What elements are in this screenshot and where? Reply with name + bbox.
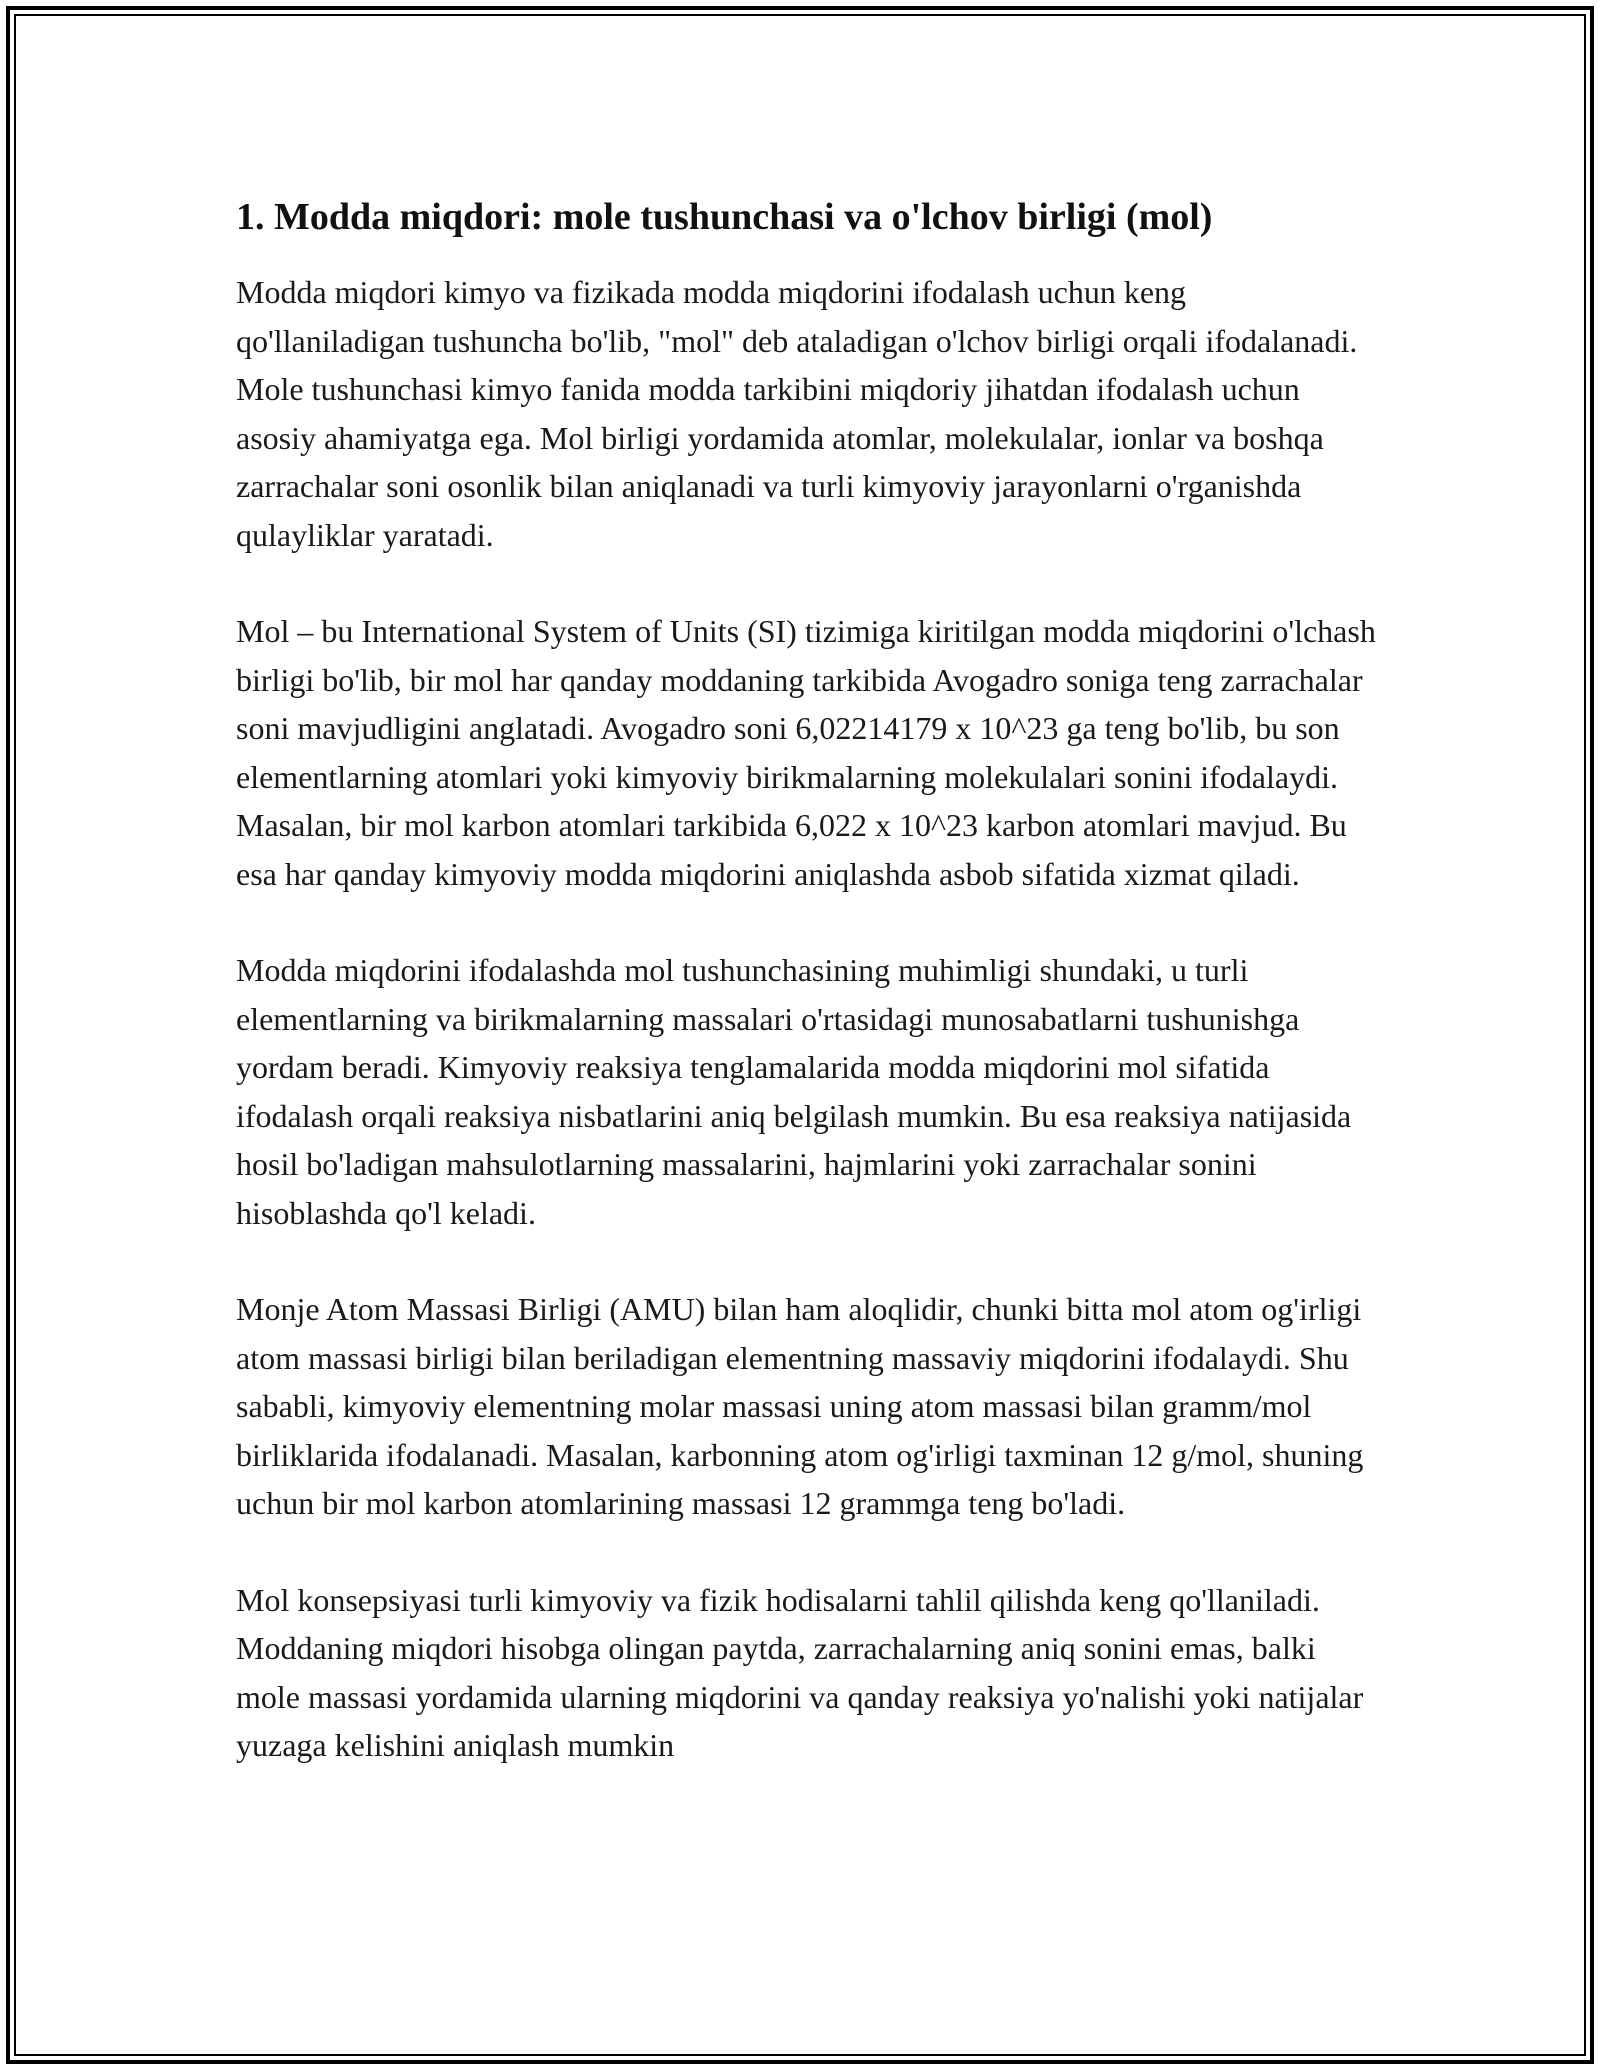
document-body bbox=[236, 188, 1376, 1818]
paragraph-4: Monje Atom Massasi Birligi (AMU) bilan ham aloqlidir, chunki bitta mol atom og'irligi atom massasi birligi bilan beriladigan elementning massaviy miqdorini ifodalaydi. Shu sababli, kimyoviy elementning molar massasi uning atom massasi bilan gramm/mol birliklarida ifodalanadi. Masalan, karbonning atom og'irligi taxminan 12 g/mol, shuning uchun bir mol karbon atomlarining massasi 12 grammga teng bo'ladi. bbox=[236, 1291, 1364, 1521]
paragraph-1: Modda miqdori kimyo va fizikada modda miqdorini ifodalash uchun keng qo'llaniladigan tushuncha bo'lib, "mol" deb ataladigan o'lchov birligi orqali ifodalanadi. Mole tushunchasi kimyo fanida modda tarkibini miqdoriy jihatdan ifodalash uchun asosiy ahamiyatga ega. Mol birligi yordamida atomlar, molekulalar, ionlar va boshqa zarrachalar soni osonlik bilan aniqlanadi va turli kimyoviy jarayonlarni o'rganishda qulayliklar yaratadi. bbox=[236, 274, 1358, 553]
paragraph-3: Modda miqdorini ifodalashda mol tushunchasining muhimligi shundaki, u turli elementlarning va birikmalarning massalari o'rtasidagi munosabatlarni tushunishga yordam beradi. Kimyoviy reaksiya tenglamalarida modda miqdorini mol sifatida ifodalash orqali reaksiya nisbatlarini aniq belgilash mumkin. Bu esa reaksiya natijasida hosil bo'ladigan mahsulotlarning massalarini, hajmlarini yoki zarrachalar sonini hisoblashda qo'l keladi. bbox=[236, 952, 1352, 1231]
section-heading: 1. Modda miqdori: mole tushunchasi va o'lchov birligi (mol) bbox=[236, 196, 1213, 238]
paragraph-2: Mol – bu International System of Units (SI) tizimiga kiritilgan modda miqdorini o'lchash birligi bo'lib, bir mol har qanday moddaning tarkibida Avogadro soniga teng zarrachalar soni mavjudligini anglatadi. Avogadro soni 6,02214179 x 10^23 ga teng bo'lib, bu son elementlarning atomlari yoki kimyoviy birikmalarning molekulalari sonini ifodalaydi. Masalan, bir mol karbon atomlari tarkibida 6,022 x 10^23 karbon atomlari mavjud. Bu esa har qanday kimyoviy modda miqdorini aniqlashda asbob sifatida xizmat qiladi. bbox=[236, 613, 1376, 892]
paragraph-5: Mol konsepsiyasi turli kimyoviy va fizik hodisalarni tahlil qilishda keng qo'llaniladi. Moddaning miqdori hisobga olingan paytda, zarrachalarning aniq sonini emas, balki mole massasi yordamida ularning miqdorini va qanday reaksiya yo'nalishi yoki natijalar yuzaga kelishini aniqlash mumkin bbox=[236, 1581, 1364, 1763]
